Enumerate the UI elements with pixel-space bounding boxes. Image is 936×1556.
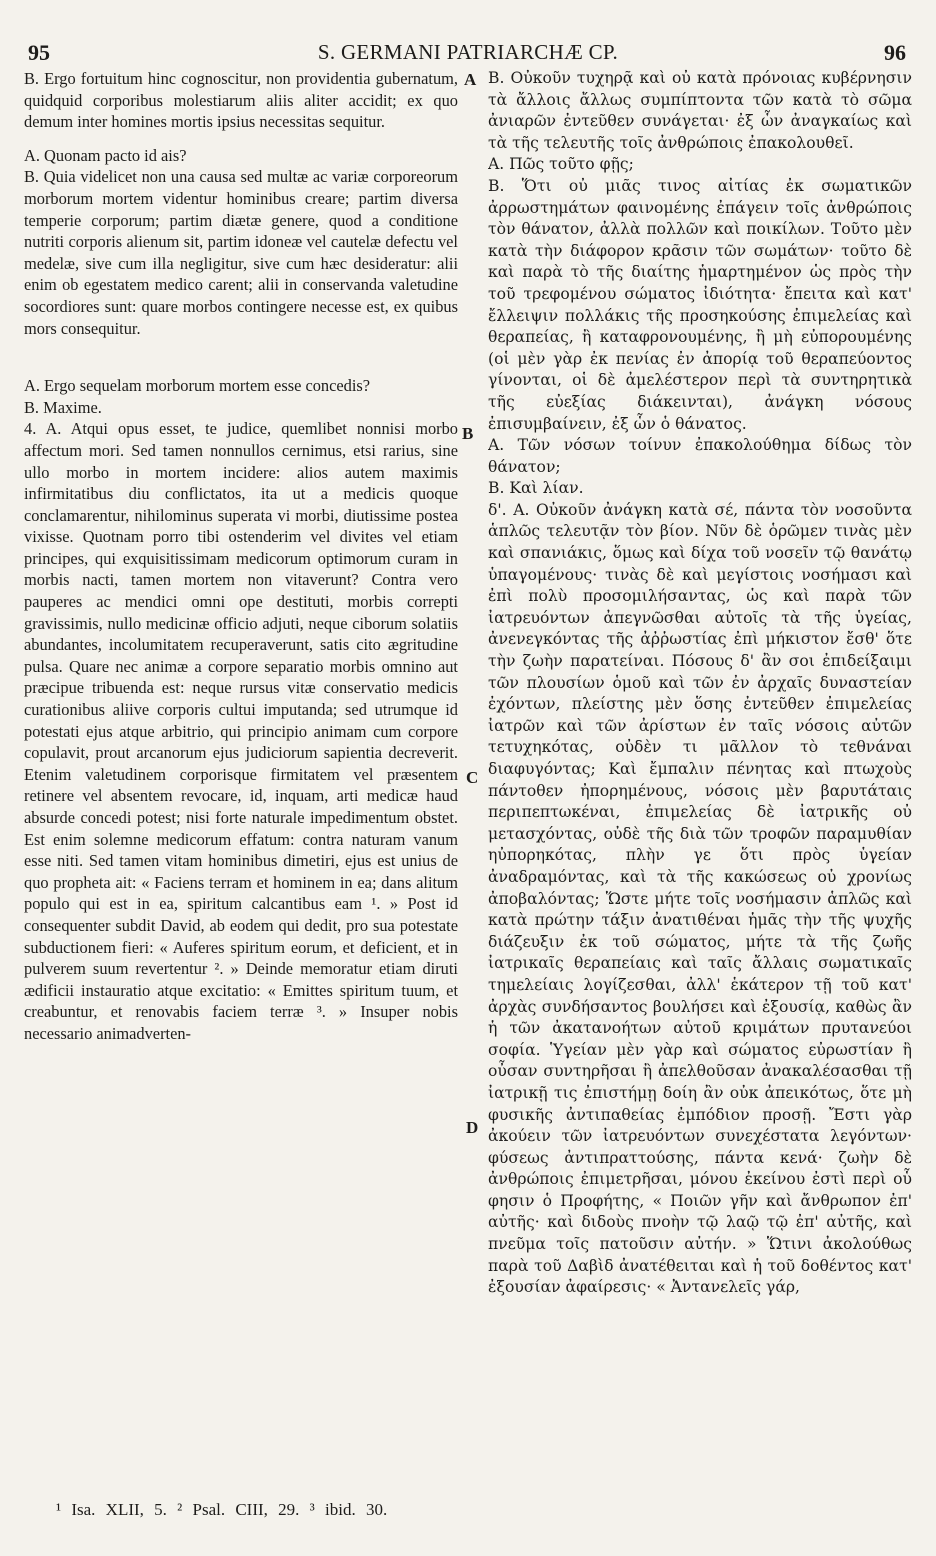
latin-paragraph: B. Ergo fortuitum hinc cognoscitur, non providentia gubernatum, quidquid corporibus molestiarum aliis aliter accidit; ex quo demum inter homines mortis ipsius necessitas sequitur. [24,69,458,132]
latin-paragraph: B. Quia videlicet non una causa sed multæ ac variæ corporeorum morborum mortem videntur hominibus creare; partim diversa temperie corporum; partim diætæ genere, quod a conditione nutriti corporis alienum sit, partim idoneæ vel cautelæ defectu vel medelæ, sive cum illa negligitur, sive cum hæc desideratur: alii enim ob egestatem medico carent; alii in conservanda valetudine socordiores sunt: quare morbos contingere necesse est, ex quibus mors consequitur. [24,167,458,338]
margin-marker-c: C [466,768,479,787]
margin-marker-d: D [466,1118,479,1137]
greek-column [488,68,912,1299]
latin-paragraph: 4. A. Atqui opus esset, te judice, quemlibet nonnisi morbo affectum mori. Sed tamen nonnullos cernimus, etsi rarius, sine ullo morbo in mortem incidere: alios autem maximis infirmitatibus diu conflictatos, ita ut a medicis quoque conclamarentur, nihilominus superata vi morbi, diutissime postea vixisse. Quotnam porro tibi ostenderim vel divites vel etiam principes, qui exquisitissimam medicorum optimorum curam in morbis nacti, tamen mortem non vitaverunt? Contra vero pauperes ac mendici omni ope destituti, morbis correpti gravissimis, nullo medicinæ officio adjuti, neque ciborum solatiis abundantes, incolumitatem recuperaverunt, satis cito ægritudine pulsa. Quare nec animæ a corpore separatio morbis omnino aut præcipue tribuenda est: neque rursus vitæ conservatio medicis curationibus aliive corporis cultui imputanda; sed utrumque id potestati ejus atque arbitrio, qui principio animam cum corpore copulavit, prout arcanorum ejus judiciorum sapientia decreverit. Etenim valetudinem corporisque firmitatem vel præsentem retinere vel absentem revocare, id, inquam, arti medicæ haud absurde concedi potest; nisi forte naturale impedimentum obstet. Est enim solemne medicorum effatum: contra naturam vanum esse niti. Sed tamen vitam hominibus dimetiri, ejus est unius de quo propheta ait: « Faciens terram et hominem in ea; dans alitum populo qui est in ea, spiritum calcantibus eam ¹. » Post id consequenter subdit David, ab eodem qui dedit, pro sua potestate subductionem fieri: « Auferes spiritum eorum, et deficient, et in pulverem suum revertentur ². » Deinde memoratur etiam diruti ædificii instauratio atque excitatio: « Emittes spiritum tuum, et creabuntur, et renovabis faciem terræ ³. » Insuper nobis necessario animadverten- [24,419,458,1043]
page-number-right: 96 [884,40,906,65]
latin-paragraph: A. Ergo sequelam morborum mortem esse concedis? [24,376,371,396]
latin-paragraph: B. Maxime. [24,397,102,417]
greek-paragraph: Β. Καὶ λίαν. [488,479,584,498]
margin-marker-a: A [464,70,477,89]
footnotes: ¹ Isa. XLII, 5. ² Psal. CIII, 29. ³ ibid. 30. [56,1500,388,1519]
running-title: S. GERMANI PATRIARCHÆ CP. [317,40,619,64]
page-number-left: 95 [28,40,50,65]
page-header [0,40,936,70]
greek-paragraph: Α. Πῶς τοῦτο φῇς; [488,155,634,174]
greek-paragraph: Β. Οὐκοῦν τυχηρᾷ καὶ οὐ κατὰ πρόνοιας κυβέρνησιν τὰ ἄλλοις ἄλλως συμπίπτοντα τῶν κατὰ τὸ σῶμα ἀνιαρῶν ἐντεῦθεν συνάγεται· ἐξ ὧν ἀναγκαίως καὶ τὰ τῆς τελευτῆς τοῖς ἀνθρώποις ἐπακολουθεῖ. [488,69,912,152]
margin-marker-b: B [462,424,474,443]
greek-paragraph: Β. Ὅτι οὐ μιᾶς τινος αἰτίας ἐκ σωματικῶν ἀρρωστημάτων φαινομένης ἐπάγειν τοῖς ἀνθρώποις τὸν θάνατον, ἀλλὰ πολλῶν καὶ ποικίλων. Τοῦτο μὲν κατὰ τὴν διάφορον κρᾶσιν τῶν σωμάτων· τοῦτο δὲ καὶ παρὰ τὸ τῆς διαίτης ἡμαρτημένον ὡς πρὸς τὴν τοῦ τρεφομένου σώματος ἰδιότητα· ἔπειτα καὶ κατ' ἔλλειψιν πολλάκις τῆς προσηκούσης ἐπιμελείας καὶ θεραπείας, ἢ καταφρονουμένης, ἢ μὴ εὐπορουμένης (οἱ μὲν γὰρ ἐκ πενίας ἐν ἀπορίᾳ τοῦ θεραπεύοντος γίνονται, οἱ δὲ ἀμελέστερον περὶ τὰ συντηρητικὰ τῆς εὐεξίας διάκεινται), ἀνάγκη νόσους ἐπισυμβαίνειν, ἐξ ὧν ὁ θάνατος. [488,176,912,433]
latin-column [24,68,458,1045]
greek-paragraph: δ'. Α. Οὐκοῦν ἀνάγκη κατὰ σέ, πάντα τὸν νοσοῦντα ἁπλῶς τελευτᾷν τὸν βίον. Νῦν δὲ ὁρῶμεν τινὰς μὲν καὶ σπανιάκις, ὅμως καὶ δίχα τοῦ νοσεῖν τῷ θανάτῳ ὑπαγομένους· τινὰς δὲ καὶ μεγίστοις νοσήμασι καὶ ἐπὶ πολὺ προσομιλήσαντας, ὡς καὶ παρὰ τῶν ἰατρευόντων ἀπεγνῶσθαι αὐτοῖς τὰ τῆς ὑγείας, ἀνενεγκόντας τῆς ἀῤῥωστίας ἐπὶ μήκιστον ἔσθ' ὅτε τὴν ζωὴν παρατείναι. Πόσους δ' ἂν σοι ἐπιδείξαιμι τῶν πλουσίων ὁμοῦ καὶ τῶν ἐν ἀρχαῖς δυναστείαν ἐχόντων, πλείστης μὲν ὅσης ἐντεῦθεν ἐπιμελείας ἰατρῶν καὶ τῶν ἀρίστων ἐν ταῖς νόσοις αὐτῶν τετυχηκότας, οὐδὲν τι μᾶλλον τὸ τεθνάναι διαφυγόντας; Καὶ ἔμπαλιν πένητας καὶ πτωχοὺς πάντοθεν ἠπορημένους, νόσοις μὲν βαρυτάταις περιπεπτωκέναι, ἐπιμελείας δὲ ἰατρικῆς οὐ μετασχόντας, οὐδὲ τῆς διὰ τῶν τροφῶν παραμυθίαν ηὐπορηκότας, πλὴν γε ὅτι πρὸς ὑγείαν ἀναδραμόντας, καὶ τὰ τῆς κακώσεως οὐ χρονίως ἀποβαλόντας; Ὥστε μήτε τοῖς νοσήμασιν ἁπλῶς καὶ κατὰ πρώτην τάξιν ἀνατιθέναι ἡμᾶς τὴν τῆς ψυχῆς διάζευξιν ἐκ τοῦ σώματος, μήτε τὰ τῆς ζωῆς ἰατρικαῖς θεραπείαις καὶ ταῖς ἄλλαις σωματικαῖς τημελείαις λογίζεσθαι, ἀλλ' ἑκάτερον τῇ τοῦ κατ' ἀρχὰς συνδήσαντος βουλήσει καὶ ἐξουσίᾳ, καθὼς ἂν ἡ τῶν ἀκατανοήτων αὐτοῦ κριμάτων πρυτανεύοι σοφία. Ὑγείαν μὲν γὰρ καὶ σώματος εὐρωστίαν ἢ οὖσαν συντηρῆσαι ἢ ἀπελθοῦσαν ἀνακαλέσασθαι τῇ ἰατρικῇ τις ἐπιστήμῃ δοίη ἂν οὐκ ἀπεικότως, ὅτε μὴ φυσικῆς ἀντιπαθείας ἐμπόδιον προσῇ. Ἔστι γὰρ ἀκούειν τῶν ἰατρευόντων συνεχέστατα λεγόντων· φύσεως ἀντιπραττούσης, πάντα κενά· ζωὴν δὲ ἀνθρώποις ἐπιμετρῆσαι, μόνου ἐκείνου ἐστὶ περὶ οὗ φησιν ὁ Προφήτης, « Ποιῶν γῆν καὶ ἄνθρωπον ἐπ' αὐτῆς· καὶ διδοὺς πνοὴν τῷ λαῷ τῷ ἐπ' αὐτῆς, καὶ πνεῦμα τοῖς πατοῦσιν αὐτήν. » Ὥτινι ἀκολούθως παρὰ τοῦ Δαβὶδ ἀνατέθειται καὶ ἡ τοῦ δοθέντος κατ' ἐξουσίαν ἀφαίρεσις· « Ἀντανελεῖς γάρ, [488,500,912,1297]
latin-paragraph: A. Quonam pacto id ais? [24,145,187,165]
greek-paragraph: Α. Τῶν νόσων τοίνυν ἐπακολούθημα δίδως τὸν θάνατον; [488,436,912,476]
